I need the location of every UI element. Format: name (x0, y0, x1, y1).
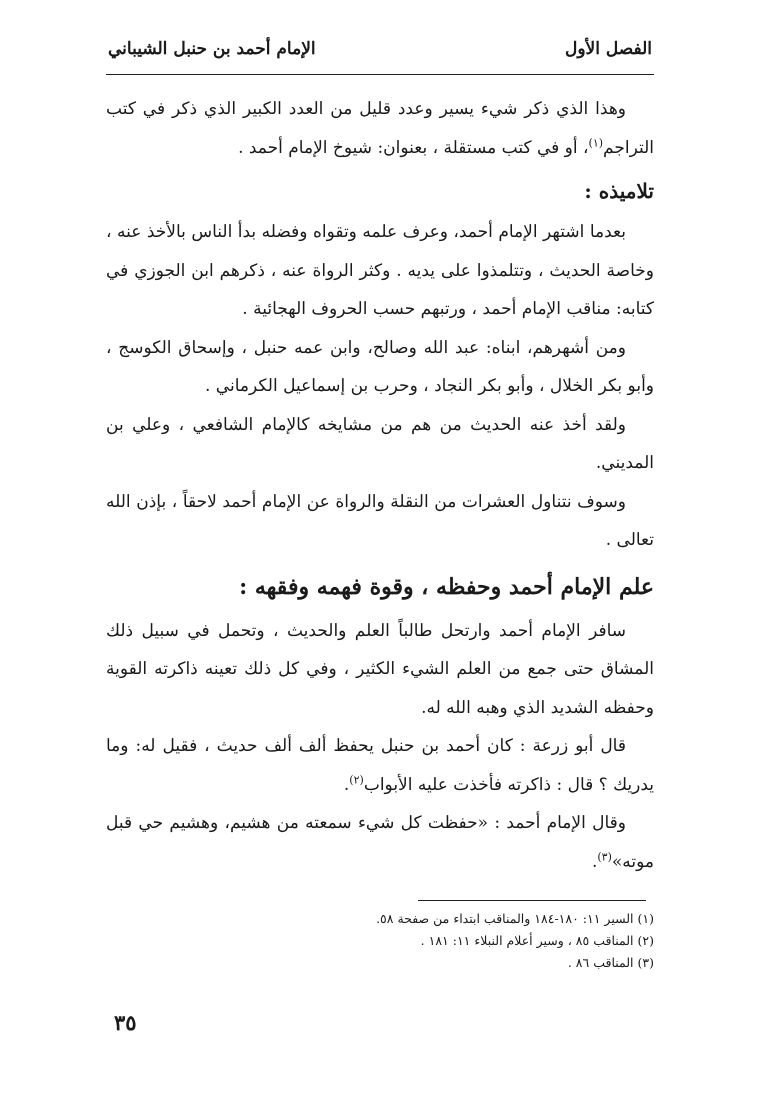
footnote: (١) السير ١١: ١٨٠-١٨٤ والمناقب ابتداء من صفحة ٥٨. (376, 911, 654, 926)
footnote: (٢) المناقب ٨٥ ، وسير أعلام النبلاء ١١: ١٨١ . (420, 933, 654, 948)
paragraph: ومن أشهرهم، ابناه: عبد الله وصالح، وابن عمه حنبل ، وإسحاق الكوسج ، وأبو بكر الخلال ، وأبو بكر النجاد ، وحرب بن إسماعيل الكرماني . (106, 337, 654, 396)
paragraph: وهذا الذي ذكر شيء يسير وعدد قليل من العدد الكبير الذي ذكر في كتب التراجم$^{(١)}$، أو في كتب مستقلة ، بعنوان: شيوخ الإمام أحمد . (106, 99, 654, 158)
running-head (108, 34, 652, 64)
header-rule (106, 74, 654, 75)
main-text (106, 90, 654, 881)
paragraph: وقال الإمام أحمد : «حفظت كل شيء سمعته من هشيم، وهشيم حي قبل موته»$^{(٣)}$. (106, 813, 654, 872)
page-number: ٣٥ (114, 1010, 137, 1035)
chapter-title: الفصل الأول (564, 39, 652, 59)
footnote-marker: (١) (588, 135, 604, 149)
footnote-marker: (٢) (349, 772, 364, 786)
footnote-marker: (٣) (597, 849, 612, 863)
paragraph: بعدما اشتهر الإمام أحمد، وعرف علمه وتقواه وفضله بدأ الناس بالأخذ عنه ، وخاصة الحديث ، وتتلمذوا على يديه . وكثر الرواة عنه ، ذكرهم ابن الجوزي في كتابه: مناقب الإمام أحمد ، ورتبهم حسب الحروف الهجائية . (106, 222, 654, 319)
footnote: (٣) المناقب ٨٦ . (567, 955, 654, 970)
paragraph: سافر الإمام أحمد وارتحل طالباً العلم والحديث ، وتحمل في سبيل ذلك المشاق حتى جمع من العلم الشيء الكثير ، وفي كل ذلك تعينه ذاكرته القوية وحفظه الشديد الذي وهبه الله له. (106, 620, 654, 718)
book-title: الإمام أحمد بن حنبل الشيباني (108, 39, 316, 59)
section-heading-students: تلاميذه : (584, 179, 654, 203)
footnotes (106, 908, 654, 974)
paragraph: قال أبو زرعة : كان أحمد بن حنبل يحفظ ألف ألف حديث ، فقيل له: وما يدريك ؟ قال : ذاكرته فأخذت عليه الأبواب$^{(٢)}$. (106, 736, 654, 795)
paragraph: ولقد أخذ عنه الحديث من هم من مشايخه كالإمام الشافعي ، وعلي بن المديني. (106, 414, 654, 473)
paragraph: وسوف نتناول العشرات من النقلة والرواة عن الإمام أحمد لاحقاً ، بإذن الله تعالى . (106, 491, 654, 550)
footnote-rule (418, 900, 646, 901)
section-heading-knowledge: علم الإمام أحمد وحفظه ، وقوة فهمه وفقهه : (239, 573, 654, 600)
